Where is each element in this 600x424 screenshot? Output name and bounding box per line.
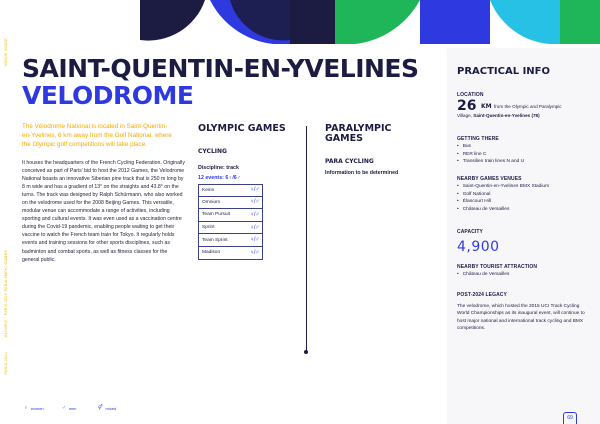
gender-icon: ♀/♂ [249, 224, 259, 231]
body-paragraph: It houses the headquarters of the French Cycling Federation. Originally conceived as part of Paris' bid to host the 2012 Games, the Velodrome National boasts an innovative Siberian pine track that is 250 m long by 8 m wide and has a gradient of 13° on the straights and 43.8° on the turns. The track was designed by Ralph Schürmann, who also worked on the velodrome used for the 2008 Beijing Games. This versatile, modular venue can accommodate a range of activities, including sporting and cultural events. It was even used as a vaccination centre during the Covid-19 pandemic, enabling people waiting to get their vaccine to watch the French team train for Tokyo. It regularly holds events and training sessions for other sports disciplines, such as badminton and combat sports, as well as fitness classes for the general public. [22, 160, 185, 263]
list-item: • Château de Versailles [457, 271, 509, 279]
event-row [198, 209, 263, 222]
event-name: Omnium [202, 199, 221, 205]
paralympic-info: Information to be determined [325, 170, 399, 176]
event-row [198, 234, 263, 247]
list-item: • Élancourt Hill [457, 198, 549, 206]
events-label: 12 events: [198, 175, 224, 181]
location-distance: 26 [457, 98, 477, 114]
divider-dot [304, 350, 308, 354]
tourist-attraction-label: NEARBY TOURIST ATTRACTION [457, 264, 538, 270]
side-label-top: VENUE GUIDE [4, 38, 8, 67]
page-number: 69 [563, 412, 577, 424]
event-row [198, 197, 263, 210]
side-label-bottom: PARIS 2024 [4, 352, 8, 375]
location-village-prefix: Village, [457, 113, 474, 118]
list-item: • Château de Versailles [457, 206, 549, 214]
location-label: LOCATION [457, 92, 484, 98]
gender-icon: ♀/♂ [249, 187, 259, 194]
male-icon: ♂ [62, 405, 66, 411]
getting-there-label: GETTING THERE [457, 136, 499, 142]
nearby-venues-label: NEARBY GAMES VENUES [457, 176, 522, 182]
legend-women [24, 405, 44, 411]
legacy-text: The velodrome, which hosted the 2015 UCI Track Cycling World Championships as its inaugural event, will continue to host major national and international track cycling and BMX competitions. [457, 304, 585, 332]
gender-icon: ♀/♂ [249, 211, 259, 218]
legend-label: men [68, 405, 77, 411]
event-row [198, 247, 263, 260]
legend-mixed [98, 405, 116, 411]
list-item: • Transilien train lines N and U [457, 158, 524, 166]
decorative-header-band [0, 0, 600, 44]
page-title-line1: SAINT-QUENTIN-EN-YVELINES [22, 54, 419, 83]
list-item: • Golf National [457, 191, 549, 199]
practical-info-title: PRACTICAL INFO [457, 66, 551, 77]
gender-icon: ♀/♂ [249, 237, 259, 244]
legend-men [62, 405, 77, 411]
discipline-label: Discipline: track [198, 165, 239, 171]
paralympic-sport-heading: PARA CYCLING [325, 158, 374, 165]
mixed-icon: ⚥ [98, 405, 103, 411]
list-item: • Bus [457, 143, 524, 151]
event-name: Team Sprint [202, 237, 228, 243]
events-summary [198, 175, 241, 181]
event-name: Team Pursuit [202, 212, 230, 218]
nearby-venues-list [457, 183, 549, 213]
location-distance-unit: KM [481, 103, 492, 110]
getting-there-list [457, 143, 524, 166]
legend-label: mixed [105, 405, 117, 411]
olympic-games-heading: OLYMPIC GAMES [198, 123, 286, 134]
event-name: Sprint [202, 225, 215, 231]
page-title-line2: VELODROME [22, 81, 194, 110]
location-village [457, 113, 540, 118]
events-count: 6♀/6♂ [225, 175, 241, 181]
gender-icon: ♀/♂ [249, 199, 259, 206]
list-item: • Saint-Quentin-en-Yvelines BMX Stadium [457, 183, 549, 191]
event-list [198, 184, 263, 260]
column-divider [306, 126, 307, 351]
legacy-label: POST-2024 LEGACY [457, 292, 507, 298]
capacity-value: 4,900 [457, 239, 500, 255]
gender-icon: ♀/♂ [249, 249, 259, 256]
event-name: Keirin [202, 187, 215, 193]
event-row [198, 222, 263, 235]
intro-paragraph: The Vélodrome National is located in Saint-Quentin-en-Yvelines, 6 km away from the Golf National, where the Olympic golf competitions will take place. [22, 123, 172, 148]
tourist-attraction-list [457, 271, 509, 279]
side-label-mid: OLYMPIC · PARIS 2024 PARALYMPIC GAMES [4, 250, 8, 338]
legend-label: women [30, 405, 44, 411]
event-row [198, 184, 263, 197]
female-icon: ♀ [24, 405, 28, 411]
list-item: • RER line C [457, 151, 524, 159]
capacity-label: CAPACITY [457, 229, 483, 235]
paralympic-games-heading: PARALYMPIC GAMES [325, 123, 392, 144]
event-name: Madison [202, 250, 221, 256]
location-text: from the Olympic and Paralympic [494, 104, 562, 109]
olympic-sport-heading: CYCLING [198, 148, 227, 155]
location-village-name: Saint-Quentin-en-Yvelines (78) [473, 113, 540, 118]
